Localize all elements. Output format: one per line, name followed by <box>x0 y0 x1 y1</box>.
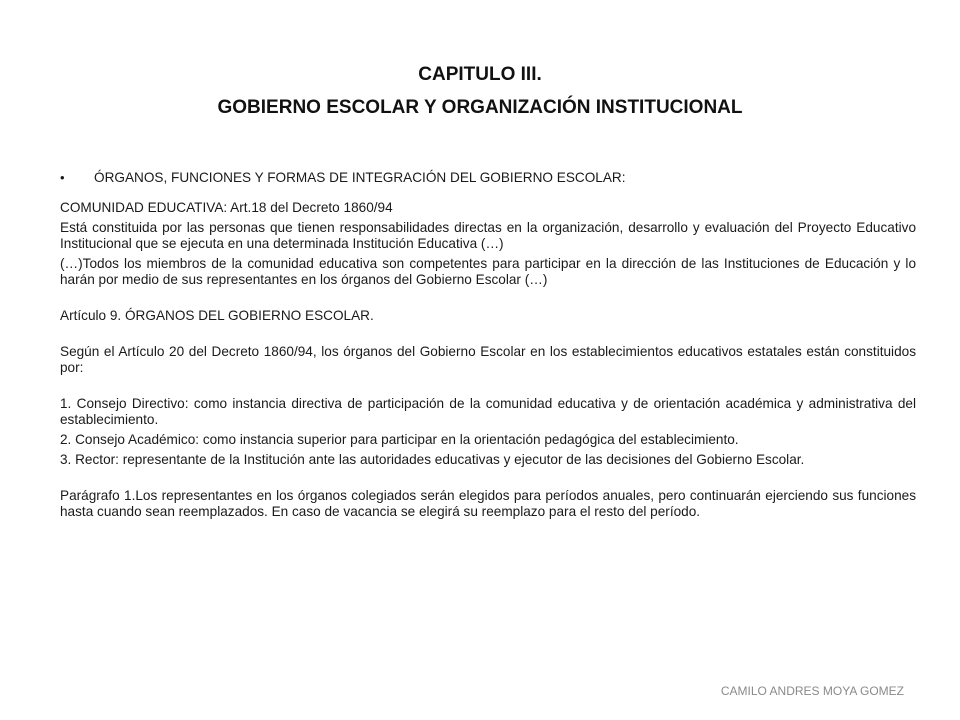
list-item-rector: 3. Rector: representante de la Institución ante las autoridades educativas y ejecutor de las decisiones del Gobierno Escolar. <box>60 452 805 467</box>
comunidad-paragraph-2: (…)Todos los miembros de la comunidad educativa son competentes para participar en la dirección de las Instituciones de Educación y lo harán por medio de sus representantes en los órganos del Gobierno Escolar (…) <box>60 256 916 287</box>
comunidad-heading: COMUNIDAD EDUCATIVA: Art.18 del Decreto 1860/94 <box>60 200 393 215</box>
bullet-text: ÓRGANOS, FUNCIONES Y FORMAS DE INTEGRACIÓN DEL GOBIERNO ESCOLAR: <box>94 170 626 185</box>
articulo-9-heading: Artículo 9. ÓRGANOS DEL GOBIERNO ESCOLAR. <box>60 308 374 323</box>
list-item-consejo-academico: 2. Consejo Académico: como instancia superior para participar en la orientación pedagógica del establecimiento. <box>60 432 739 447</box>
slide-title <box>0 58 960 124</box>
list-item-consejo-directivo: 1. Consejo Directivo: como instancia directiva de participación de la comunidad educativa y de orientación académica y administrativa del establecimiento. <box>60 396 916 427</box>
bullet-item <box>60 170 916 186</box>
footer-author: CAMILO ANDRES MOYA GOMEZ <box>720 684 904 698</box>
comunidad-paragraph-1: Está constituida por las personas que tienen responsabilidades directas en la organización, desarrollo y evaluación del Proyecto Educativo Institucional que se ejecuta en una determinada Institución Educativa (…) <box>60 220 916 251</box>
section-title: GOBIERNO ESCOLAR Y ORGANIZACIÓN INSTITUCIONAL <box>217 97 743 118</box>
slide-content <box>60 170 916 524</box>
bullet-dot-icon: • <box>60 170 65 185</box>
segun-paragraph: Según el Artículo 20 del Decreto 1860/94, los órganos del Gobierno Escolar en los establecimientos educativos estatales están constituidos por: <box>60 344 916 375</box>
chapter-title: CAPITULO III. <box>418 64 542 85</box>
paragrafo-1: Parágrafo 1.Los representantes en los órganos colegiados serán elegidos para períodos anuales, pero continuarán ejerciendo sus funciones hasta cuando sean reemplazados. En caso de vacancia se elegirá su reemplazo para el resto del período. <box>60 488 916 519</box>
